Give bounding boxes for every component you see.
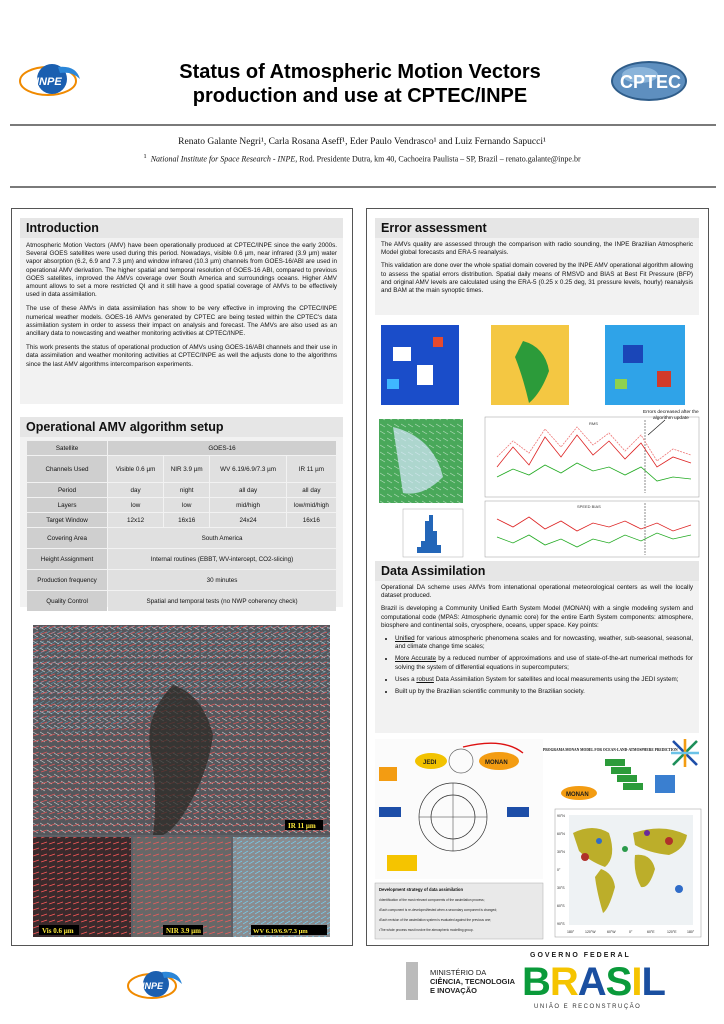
table-cell: Satellite bbox=[27, 441, 107, 455]
error-annotation-line1: Errors decreased after the bbox=[643, 410, 699, 415]
table-cell: GOES-16 bbox=[108, 441, 336, 455]
ministry-emblem bbox=[406, 962, 418, 1000]
table-cell: all day bbox=[287, 483, 336, 497]
title-line-2: production and use at CPTEC/INPE bbox=[192, 85, 528, 107]
authors: Renato Galante Negri¹, Carla Rosana Aseff¹, Eder Paulo Vendrasco¹ and Luiz Fernando Sapucci¹ bbox=[178, 137, 546, 147]
assimilation-p1: Operational DA scheme uses AMVs from intenational operational meteorological centers as well the locally dataset produced. bbox=[381, 584, 693, 600]
table-cell: all day bbox=[210, 483, 285, 497]
map-lat-tick: 30°S bbox=[557, 886, 565, 890]
error-section bbox=[375, 218, 699, 315]
table-cell: 24x24 bbox=[210, 513, 285, 527]
governo-federal: GOVERNO FEDERAL bbox=[530, 952, 631, 959]
table-row bbox=[27, 456, 336, 482]
table-row bbox=[27, 570, 336, 590]
affiliation bbox=[40, 153, 684, 164]
cptec-logo-text: CPTEC bbox=[620, 72, 682, 92]
assimilation-section bbox=[375, 561, 699, 733]
key-point-text: for various atmospheric phenomena scales and for nowcasting, weather, sub-seasonal, seasonal, and climate change time scales; bbox=[395, 635, 693, 651]
table-cell: low bbox=[164, 498, 209, 512]
introduction-p2: The use of these AMVs in data assimilation has show to be very effective in improving the CPTEC/INPE numerical weather models. GOES-16 AMVs generated by CPTEC are being tested within the CPTEC's data assimilation system in order to assess their impact on analysis and forecast. The AMVs are also used as an ancillary data to nowcasting and weather monitoring activities at CPTEC/INPE. bbox=[26, 305, 337, 338]
table-cell: Target Window bbox=[27, 513, 107, 527]
table-cell: IR 11 µm bbox=[287, 456, 336, 482]
map-lon-tick: 60°E bbox=[647, 930, 655, 934]
amv-satellite-image bbox=[33, 625, 330, 937]
table-cell: 16x16 bbox=[164, 513, 209, 527]
monan-figures-svg bbox=[373, 737, 703, 941]
error-p1: The AMVs quality are assessed through the comparison with radio sounding, the INPE Brazilian Atmospheric Model global forecasts and ERA-5 reanalysis. bbox=[381, 241, 693, 257]
ir-label: IR 11 µm bbox=[288, 822, 316, 830]
table-cell: Internal routines (EBBT, WV-intercept, CO2-slicing) bbox=[108, 549, 336, 569]
uniao-reconstrucao: UNIÃO E RECONSTRUÇÃO bbox=[534, 1004, 642, 1010]
strategy-item-1: •Identification of the most relevant components of the assimilation process; bbox=[379, 898, 485, 902]
error-heading: Error assessment bbox=[375, 218, 699, 238]
monan-label-left: MONAN bbox=[485, 760, 508, 766]
table-cell: Quality Control bbox=[27, 591, 107, 611]
table-row bbox=[27, 549, 336, 569]
table-cell: low/mid/high bbox=[287, 498, 336, 512]
introduction-section bbox=[20, 218, 343, 404]
map-lat-tick: 0° bbox=[557, 868, 561, 872]
map-lon-tick: 180° bbox=[687, 930, 695, 934]
poster-title bbox=[110, 60, 610, 108]
right-column bbox=[366, 208, 709, 946]
table-cell: Spatial and temporal tests (no NWP coherency check) bbox=[108, 591, 336, 611]
list-item bbox=[395, 676, 693, 684]
list-item bbox=[395, 688, 693, 696]
introduction-p3: This work presents the status of operational production of AMVs using GOES-16/ABI channels and their use in data assimilation and weather monitoring activities at CPTEC/INPE as well the adjusts done to the algorithms since the last AMV algorithms intercomparison experiments. bbox=[26, 344, 337, 368]
left-column bbox=[11, 208, 353, 946]
table-cell: Visible 0.6 µm bbox=[108, 456, 163, 482]
error-annotation-line2: algorithm update bbox=[653, 416, 689, 421]
map-lat-tick: 90°S bbox=[557, 922, 565, 926]
map-lon-tick: 60°W bbox=[607, 930, 616, 934]
map-lon-tick: 120°W bbox=[585, 930, 596, 934]
table-cell: day bbox=[108, 483, 163, 497]
monan-program-title: PROGRAMA MONAN MODEL FOR OCEAN-LAND-ATMOSPHERE PREDICTION bbox=[543, 748, 678, 752]
ministry-line-3: E INOVAÇÃO bbox=[430, 986, 477, 995]
table-cell: Period bbox=[27, 483, 107, 497]
table-cell: 30 minutes bbox=[108, 570, 336, 590]
inpe-logo bbox=[18, 55, 90, 101]
wv-label: WV 6.19/6.9/7.3 µm bbox=[253, 928, 308, 935]
ministry-line-1: MINISTÉRIO DA bbox=[430, 968, 487, 977]
introduction-heading: Introduction bbox=[20, 218, 343, 238]
jedi-label: JEDI bbox=[423, 760, 437, 766]
table-cell: Covering Area bbox=[27, 528, 107, 548]
error-p2: This validation are done over the whole spatial domain covered by the INPE AMV operational algorithm allowing to assess the spatial errors distribution. Spatial daily means of RMSVD and BIAS at Best Fit Pressure (BFP) and original AMV levels are calculated using the ERA-5 (0.25 x 0.25 deg, 31 pressure levels, hourly) reanalysis and BAM at the main synoptic times. bbox=[381, 262, 693, 295]
cptec-logo bbox=[608, 58, 690, 104]
bias-plot-title: SPEED BIAS bbox=[577, 504, 601, 509]
footer-inpe-logo bbox=[126, 962, 188, 1006]
vis-label: Vis 0.6 µm bbox=[42, 927, 74, 935]
table-cell: night bbox=[164, 483, 209, 497]
table-row bbox=[27, 513, 336, 527]
affiliation-mark: 1 bbox=[143, 153, 147, 160]
strategy-item-3: •Each revision of the assimilation system is evaluated against the previous one; bbox=[379, 918, 492, 922]
strategy-item-4: •The whole process must involve the atmospheric modelling group. bbox=[379, 928, 474, 932]
table-cell: Channels Used bbox=[27, 456, 107, 482]
table-cell: NIR 3.9 µm bbox=[164, 456, 209, 482]
table-row bbox=[27, 591, 336, 611]
map-lat-tick: 60°N bbox=[557, 832, 565, 836]
table-row bbox=[27, 483, 336, 497]
key-point-emphasis: robust bbox=[416, 675, 434, 683]
rms-plot-title: RMS bbox=[589, 421, 598, 426]
assimilation-p2: Brazil is developing a Community Unified Earth System Model (MONAN) with a single modeling system and computational code (MPAS: Atmospheric dynamic core) for the entire Earth System components: atmosphere, biosphere and continental soils, cryosphere, oceans, upper space. Key points: bbox=[381, 605, 693, 629]
affiliation-institute: National Institute for Space Research - INPE, bbox=[150, 154, 298, 164]
table-cell: Layers bbox=[27, 498, 107, 512]
brasil-wordmark: BRASIL bbox=[522, 960, 665, 1004]
map-lon-tick: 0° bbox=[629, 930, 633, 934]
title-line-1: Status of Atmospheric Motion Vectors bbox=[179, 61, 541, 83]
error-figures bbox=[373, 317, 703, 559]
table-cell: 12x12 bbox=[108, 513, 163, 527]
key-point-text: Data Assimilation System for satellites and local measurements using the JEDI system; bbox=[433, 675, 679, 683]
amv-setup-table bbox=[26, 440, 337, 612]
error-figures-svg bbox=[373, 317, 703, 559]
ministry-line-2: CIÊNCIA, TECNOLOGIA bbox=[430, 977, 516, 986]
table-cell: Production frequency bbox=[27, 570, 107, 590]
assimilation-heading: Data Assimilation bbox=[375, 561, 699, 581]
key-point-text: by a reduced number of approximations and use of state-of-the-art numerical methods for solving the system of differential equations in supercomputers; bbox=[395, 655, 693, 671]
table-cell: WV 6.19/6.9/7.3 µm bbox=[210, 456, 285, 482]
key-point-emphasis: More Accurate bbox=[395, 655, 437, 663]
header-rule-top bbox=[10, 124, 716, 126]
nir-label: NIR 3.9 µm bbox=[166, 927, 201, 935]
list-item bbox=[395, 655, 693, 671]
map-lat-tick: 90°N bbox=[557, 814, 565, 818]
strategy-title: Development strategy of data assimilation bbox=[379, 887, 464, 892]
inpe-logo-text: INPE bbox=[36, 76, 62, 88]
strategy-item-2: •Each component is re-developed/tested when a secondary component is changed; bbox=[379, 908, 497, 912]
key-point-text: Built up by the Brazilian scientific community to the Brazilian society. bbox=[395, 688, 585, 696]
header-rule-bottom bbox=[10, 186, 716, 188]
table-cell: mid/high bbox=[210, 498, 285, 512]
table-cell: Height Assignment bbox=[27, 549, 107, 569]
key-point-prefix: Uses a bbox=[395, 675, 417, 683]
map-lat-tick: 30°N bbox=[557, 850, 565, 854]
table-row bbox=[27, 441, 336, 455]
amv-satellite-svg bbox=[33, 625, 330, 937]
introduction-p1: Atmospheric Motion Vectors (AMV) have been operationally produced at CPTEC/INPE since the early 2000s. Several GOES satellites were used during this period. Nowadays, visible 0.6 µm, near infrared (3.9 µm) water vapor absorption (6.2, 6.9 and 7.3 µm) and window infrared (10.3 µm) channels from GOES-16/ABI are used in operational AMV derivation. The higher spatial and temporal resolution of GOES-16 ABI, compared to previous GOES satellites, improved the AMVs coverage over South America and surroundings oceans. Higher AMV amount allows to set a more restricted QI and it still have a good spatial coverage of AMVs to be effectively used in data assimilation. bbox=[26, 242, 337, 299]
key-points-list bbox=[381, 635, 693, 696]
monan-label-right: MONAN bbox=[566, 792, 589, 798]
map-lon-tick: 120°E bbox=[667, 930, 677, 934]
table-cell: 16x16 bbox=[287, 513, 336, 527]
monan-figures bbox=[373, 737, 703, 941]
map-lat-tick: 60°S bbox=[557, 904, 565, 908]
key-point-emphasis: Unified bbox=[395, 635, 415, 643]
table-row bbox=[27, 498, 336, 512]
affiliation-address: Rod. Presidente Dutra, km 40, Cachoeira Paulista – SP, Brazil – renato.galante@inpe.br bbox=[299, 154, 581, 164]
ministry-name bbox=[430, 968, 515, 995]
footer-inpe-text: INPE bbox=[142, 981, 164, 991]
setup-heading: Operational AMV algorithm setup bbox=[20, 417, 343, 437]
map-lon-tick: 180° bbox=[567, 930, 575, 934]
table-cell: South America bbox=[108, 528, 336, 548]
table-cell: low bbox=[108, 498, 163, 512]
table-row bbox=[27, 528, 336, 548]
setup-section bbox=[20, 417, 343, 607]
list-item bbox=[395, 635, 693, 651]
